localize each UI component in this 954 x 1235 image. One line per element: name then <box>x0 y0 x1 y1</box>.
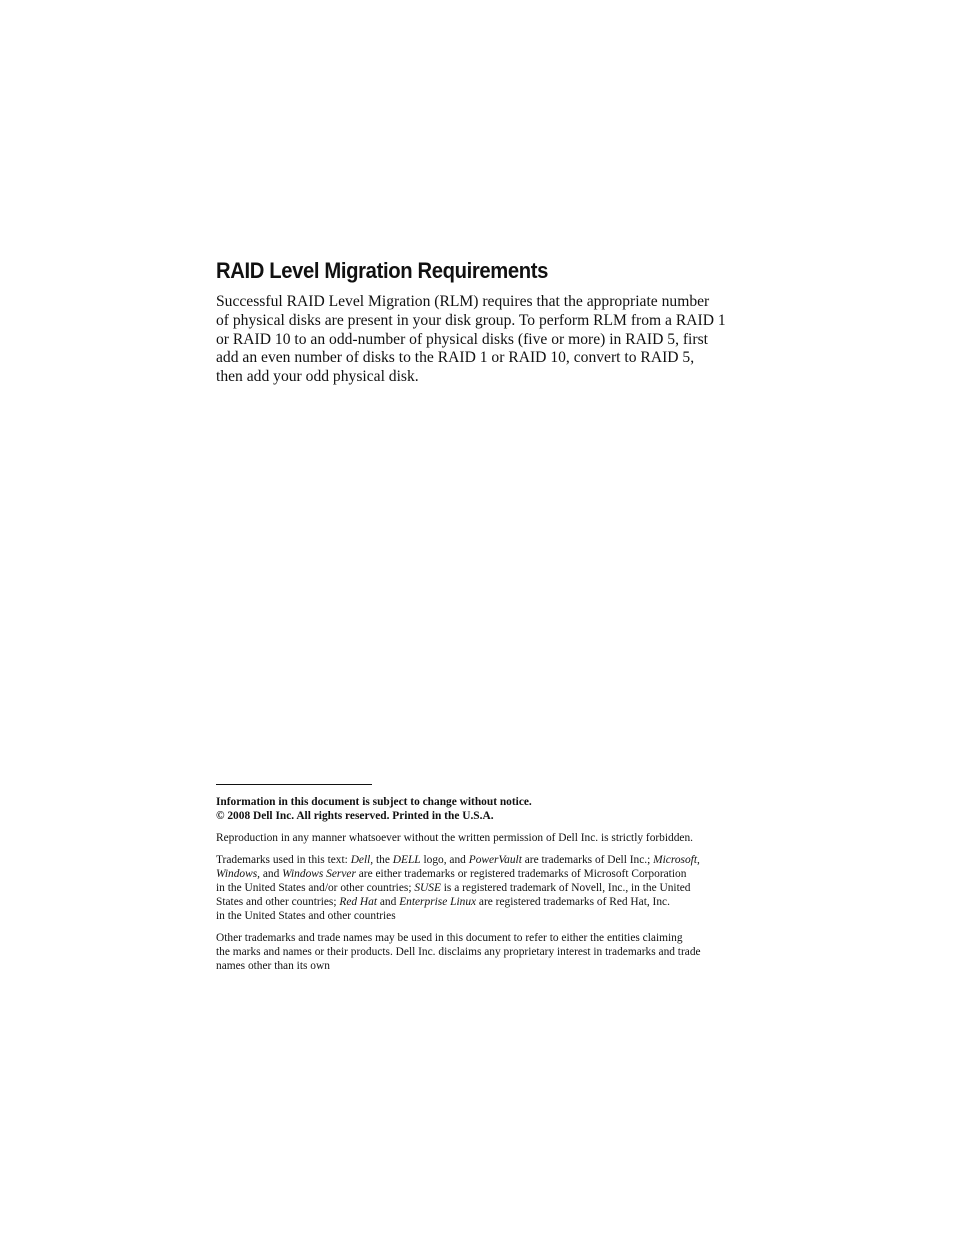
other-trademarks-block <box>216 931 746 973</box>
trademark-windows: Windows, <box>216 868 260 880</box>
trademarks-line: Windows, and Windows Server are either trademarks or registered trademarks of Microsoft Corporation <box>216 868 687 880</box>
paragraph-line: add an even number of disks to the RAID 1 or RAID 10, convert to RAID 5, <box>216 349 695 367</box>
trademark-red-hat: Red Hat <box>339 896 378 908</box>
other-trademarks-line: the marks and names or their products. Dell Inc. disclaims any proprietary interest in trademarks and trade <box>216 946 701 958</box>
trademark-suse: SUSE <box>414 882 441 894</box>
trademark-dell-logo: DELL <box>392 854 421 866</box>
paragraph-line: then add your odd physical disk. <box>216 368 419 386</box>
trademark-enterprise-linux: Enterprise Linux <box>399 896 477 908</box>
trademark-microsoft: Microsoft <box>653 854 698 866</box>
other-trademarks-line: Other trademarks and trade names may be used in this document to refer to either the entities claiming <box>216 932 683 944</box>
paragraph-line: or RAID 10 to an odd-number of physical disks (five or more) in RAID 5, first <box>216 330 708 348</box>
paragraph-line: of physical disks are present in your disk group. To perform RLM from a RAID 1 <box>216 311 726 329</box>
paragraph-line: Successful RAID Level Migration (RLM) requires that the appropriate number <box>216 293 710 310</box>
trademark-windows-server: Windows Server <box>282 868 356 880</box>
section-heading: RAID Level Migration Requirements <box>216 258 549 283</box>
notice-line: Information in this document is subject to change without notice. <box>216 796 532 808</box>
trademarks-block <box>216 853 746 923</box>
trademark-powervault: PowerVault <box>468 854 522 866</box>
trademarks-line: in the United States and other countries <box>216 910 396 922</box>
other-trademarks-line: names other than its own <box>216 960 330 972</box>
copyright-line: © 2008 Dell Inc. All rights reserved. Printed in the U.S.A. <box>216 810 494 822</box>
section-paragraph <box>216 293 736 387</box>
notice-block <box>216 795 746 823</box>
trademarks-line: Trademarks used in this text: Dell, the DELL logo, and PowerVault are trademarks of Dell Inc.; Microsoft, <box>216 854 700 866</box>
footnote-divider <box>216 784 372 785</box>
trademarks-line: States and other countries; Red Hat and Enterprise Linux are registered trademarks of Red Hat, Inc. <box>216 896 670 908</box>
reproduction-line: Reproduction in any manner whatsoever without the written permission of Dell Inc. is strictly forbidden. <box>216 832 694 844</box>
trademarks-line: in the United States and/or other countries; SUSE is a registered trademark of Novell, Inc., in the United <box>216 882 691 894</box>
reproduction-notice <box>216 831 746 845</box>
trademark-dell: Dell, <box>350 854 374 866</box>
